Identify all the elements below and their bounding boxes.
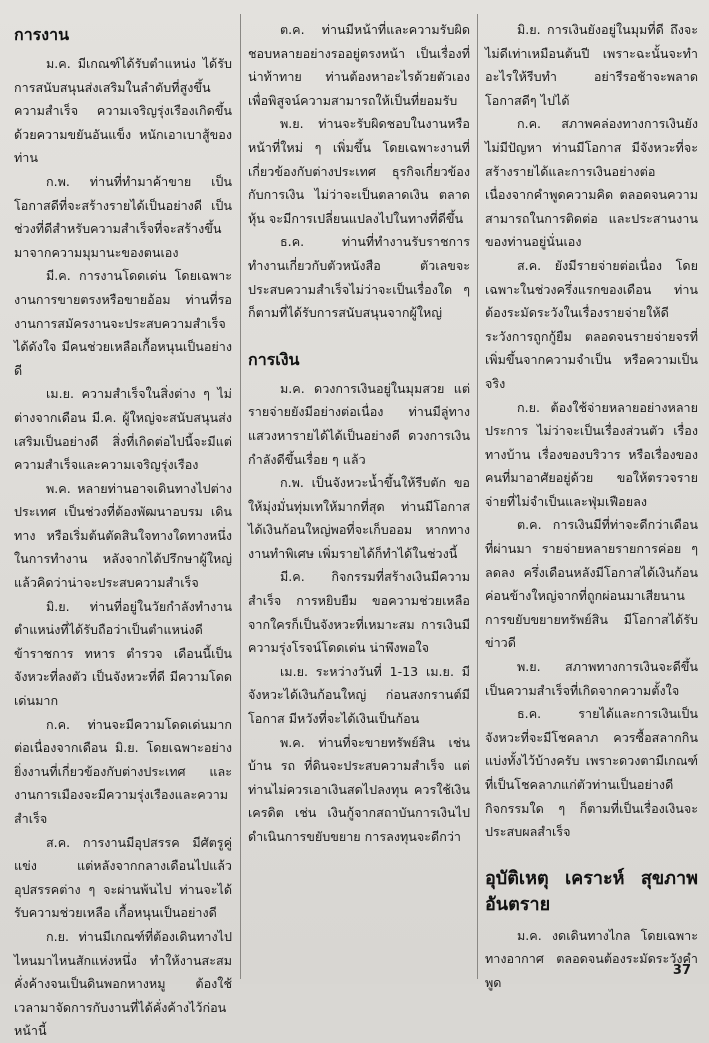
paragraph: ก.พ. ท่านที่ทำมาค้าขาย เป็นโอกาสดีที่จะสร้างรายได้เป็นอย่างดี เป็นช่วงที่ดีสำหรับความสำเร็จที่จะสร้างขึ้นมาจากความมุมานะของตนเอง <box>14 173 232 260</box>
paragraph: พ.ค. หลายท่านอาจเดินทางไปต่างประเทศ เป็นช่วงที่ต้องพัฒนาอบรม เดินทาง หรือเริ่มต้นตัดสินใจทางใดทางหนึ่งในการทำงาน หลังจากได้ปรึกษาผู้ใหญ่แล้วคิดว่าน่าจะประสบความสำเร็จ <box>14 480 232 591</box>
column-divider <box>477 14 478 979</box>
paragraph: มิ.ย. ท่านที่อยู่ในวัยกำลังทำงาน ตำแหน่งที่ได้รับถือว่าเป็นตำแหน่งดี ข้าราชการ ทหาร ตำรวจ เดือนนี้เป็นจังหวะที่ลงตัว เป็นจังหวะที่ดี มีความโดดเด่นมาก <box>14 598 232 709</box>
column-1 <box>14 18 232 1039</box>
paragraph: มี.ค. กิจกรรมที่สร้างเงินมีความสำเร็จ การหยิบยืม ขอความช่วยเหลือจากใครก็เป็นจังหวะที่เหมาะสม การเงินมีความรุ่งโรจน์โดดเด่น น่าพึงพอใจ <box>248 569 470 656</box>
paragraph: มิ.ย. การเงินยังอยู่ในมุมที่ดี ถึงจะไม่ดีเท่าเหมือนต้นปี เพราะฉะนั้นจะทำอะไรให้รีบทำ อย่ารีรอช้าจะพลาดโอกาสดีๆ ไปได้ <box>485 22 698 108</box>
paragraph: ม.ค. ดวงการเงินอยู่ในมุมสวย แต่รายจ่ายยังมีอย่างต่อเนื่อง ท่านมีลู่ทางแสวงหารายได้ได้เป็นอย่างดี ดวงการเงินกำลังดีขึ้นเรื่อย ๆ แล้ว <box>248 380 470 467</box>
paragraph: ก.ย. ต้องใช้จ่ายหลายอย่างหลายประการ ไม่ว่าจะเป็นเรื่องส่วนตัว เรื่องทางบ้าน เรื่องของบริวาร หรือเรื่องของคนที่มาอาศัยอยู่ด้วย ขอให้ตรวจรายจ่ายที่ไม่จำเป็นและฟุ่มเฟือยลง <box>485 399 698 509</box>
section-title-work: การงาน <box>14 25 69 44</box>
paragraph: ม.ค. งดเดินทางไกล โดยเฉพาะทางอากาศ ตลอดจนต้องระมัดระวังคำพูด <box>485 927 698 990</box>
paragraph: พ.ย. สภาพทางการเงินจะดีขึ้นเป็นความสำเร็จที่เกิดจากความตั้งใจ <box>485 659 698 698</box>
paragraph: ม.ค. มีเกณฑ์ได้รับตำแหน่ง ได้รับการสนับสนุนส่งเสริมในลำดับที่สูงขึ้น ความสำเร็จ ความเจริญรุ่งเรืองเกิดขึ้นด้วยความขยันอันแข็ง หนักเอาเบาสู้ของท่าน <box>14 56 232 166</box>
paragraph: เม.ย. ความสำเร็จในสิ่งต่าง ๆ ไม่ต่างจากเดือน มี.ค. ผู้ใหญ่จะสนับสนุนส่งเสริมเป็นอย่างดี สิ่งที่เกิดต่อไปนี้จะมีแต่ความสำเร็จและความเจริญรุ่งเรือง <box>14 386 232 473</box>
section-title-danger: อุบัติเหตุ เคราะห์ สุขภาพ อันตราย <box>485 867 698 915</box>
paragraph: มี.ค. การงานโดดเด่น โดยเฉพาะงานการขายตรงหรือขายอ้อม ท่านที่รองานการสมัครงานจะประสบความสำเร็จได้ดังใจ มีคนช่วยเหลือเกื้อหนุนเป็นอย่างดี <box>14 268 232 378</box>
paragraph: ก.พ. เป็นจังหวะน้ำขึ้นให้รีบตัก ขอให้มุ่งมั่นทุ่มเทให้มากที่สุด ท่านมีโอกาสได้เงินก้อนใหญ่พอที่จะเก็บออม หากทางงานทำพิเศษ เพิ่มรายได้ก็ทำได้ในช่วงนี้ <box>248 475 470 561</box>
paragraph: ส.ค. การงานมีอุปสรรค มีศัตรูคู่แข่ง แต่หลังจากกลางเดือนไปแล้วอุปสรรคต่าง ๆ จะผ่านพ้นไป ท่านจะได้รับความช่วยเหลือ เกื้อหนุนเป็นอย่างดี <box>14 834 232 921</box>
paragraph: เม.ย. ระหว่างวันที่ 1-13 เม.ย. มีจังหวะได้เงินก้อนใหญ่ ก่อนสงกรานต์มีโอกาส มีหวังที่จะได้เงินเป็นก้อน <box>248 663 470 727</box>
page-number: 37 <box>672 963 691 978</box>
paragraph: ส.ค. ยังมีรายจ่ายต่อเนื่อง โดยเฉพาะในช่วงครึ่งแรกของเดือน ท่านต้องระมัดระวังในเรื่องรายจ่ายให้ดี ระวังการถูกกู้ยืม ตลอดจนรายจ่ายจรที่เพิ่มขึ้นจากความจำเป็น หรือความเป็นจริง <box>485 257 698 391</box>
paragraph: ต.ค. การเงินมีที่ท่าจะดีกว่าเดือนที่ผ่านมา รายจ่ายหลายรายการค่อย ๆ ลดลง ครึ่งเดือนหลังมีโอกาสได้เงินก้อนค่อนข้างใหญ่จากที่ถูกผ่อนมาเสียนาน การขยับขยายทรัพย์สิน มีโอกาสได้รับข่าวดี <box>485 517 698 651</box>
paragraph: ธ.ค. ท่านที่ทำงานรับราชการ ทำงานเกี่ยวกับตัวหนังสือ ตัวเลขจะประสบความสำเร็จไม่ว่าจะเป็นเรื่องใด ๆ ก็ตามที่ได้รับการสนับสนุนจากผู้ใหญ่ <box>248 234 470 321</box>
paragraph: พ.ค. ท่านที่จะขายทรัพย์สิน เช่น บ้าน รถ ที่ดินจะประสบความสำเร็จ แต่ท่านไม่ควรเอาเงินสดไปลงทุน ควรใช้เงินเครดิต เช่น เงินกู้จากสถาบันการเงินไปดำเนินการขยับขยาย การลงทุนจะดีกว่า <box>248 734 470 844</box>
paragraph: ต.ค. ท่านมีหน้าที่และความรับผิดชอบหลายอย่างรออยู่ตรงหน้า เป็นเรื่องที่น่าท้าทาย ท่านต้องหาอะไรด้วยตัวเองเพื่อพิสูจน์ความสามารถให้เป็นที่ยอมรับ <box>248 22 470 108</box>
column-divider <box>240 14 241 979</box>
paragraph: ก.ย. ท่านมีเกณฑ์ที่ต้องเดินทางไปไหนมาไหนสักแห่งหนึ่ง ทำให้งานสะสมคั่งค้างจนเป็นดินพอกหางหมู ต้องใช้เวลามาจัดการกับงานที่ได้คั่งค้างไว้ก่อนหน้านี้ <box>14 928 232 1039</box>
paragraph: ธ.ค. รายได้และการเงินเป็นจังหวะที่จะมีโชคลาภ ควรซื้อสลากกินแบ่งทั้งไว้บ้างครับ เพราะดวงตามีเกณฑ์ที่เป็นโชคลาภแก่ตัวท่านเป็นอย่างดี กิจกรรมใด ๆ ก็ตามที่เป็นเรื่องเงินจะประสบผลสำเร็จ <box>485 706 698 840</box>
paragraph: ก.ค. สภาพคล่องทางการเงินยังไม่มีปัญหา ท่านมีโอกาส มีจังหวะที่จะสร้างรายได้และการเงินอย่างต่อเนื่องจากคำพูดความคิด ตลอดจนความสามารถในการติดต่อ และประสานงานของท่านอยู่นั่นเอง <box>485 116 698 250</box>
column-3 <box>485 18 698 990</box>
paragraph: ก.ค. ท่านจะมีความโดดเด่นมากต่อเนื่องจากเดือน มิ.ย. โดยเฉพาะอย่างยิ่งงานที่เกี่ยวข้องกับต่างประเทศ และงานการเมืองจะมีความรุ่งเรืองและความสำเร็จ <box>14 716 232 826</box>
paragraph: พ.ย. ท่านจะรับผิดชอบในงานหรือหน้าที่ใหม่ ๆ เพิ่มขึ้น โดยเฉพาะงานที่เกี่ยวข้องกับต่างประเทศ ธุรกิจเกี่ยวข้องกับการเงิน ไม่ว่าจะเป็นตลาดเงิน ตลาดหุ้น จะมีการเปลี่ยนแปลงไปในทางที่ดีขึ้น <box>248 116 470 226</box>
column-2 <box>248 18 470 973</box>
section-title-money: การเงิน <box>248 349 300 369</box>
